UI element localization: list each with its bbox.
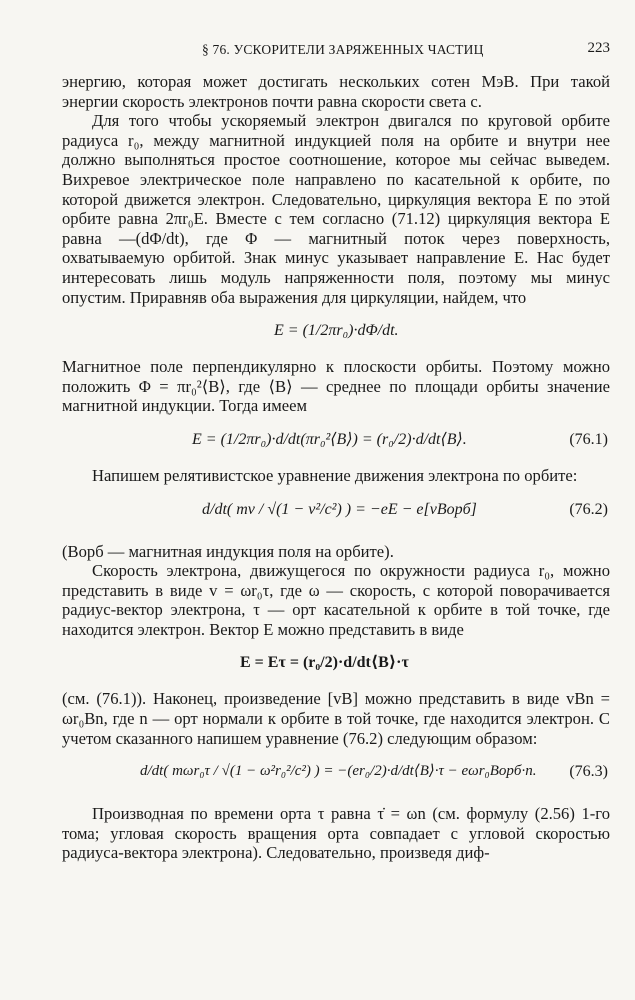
formula-e-flux-expr: E = (1/2πr₀)·dΦ/dt. <box>274 322 399 340</box>
paragraph-8: Производная по времени орта τ равна τ̇ = ωn (см. формулу (2.56) 1-го тома; угловая скорость вращения орта совпадает с угловой скоростью радиуса-вектора электрона). Следовательно, произведя диф- <box>62 804 610 863</box>
paragraph-2: Для того чтобы ускоряемый электрон двигался по круговой орбите радиуса r₀, между магнитной индукцией поля на орбите и внутри нее должно выполняться простое соотношение, которое мы сейчас выведем. Вихревое электрическое поле направлено по касательной к орбите, по которой движется электрон. Следовательно, циркуляция вектора E по этой орбите равна 2πr₀E. Вместе с тем согласно (71.12) циркуляция вектора E равна —(dΦ/dt), где Φ — магнитный поток через поверхность, охватываемую орбитой. Знак минус указывает направление E. Нас будет интересовать лишь модуль напряженности поля, поэтому мы минус опустим. Приравняв оба выражения для циркуляции, найдем, что <box>62 111 610 307</box>
formula-76-1 <box>62 418 610 464</box>
paragraph-3: Магнитное поле перпендикулярно к плоскости орбиты. Поэтому можно положить Φ = πr₀²⟨B⟩, где ⟨B⟩ — среднее по площади орбиты значение магнитной индукции. Тогда имеем <box>62 357 610 416</box>
formula-e-flux <box>62 309 610 355</box>
formula-76-1-expr: E = (1/2πr₀)·d/dt(πr₀²⟨B⟩) = (r₀/2)·d/dt⟨B⟩. <box>192 430 467 448</box>
formula-76-2 <box>62 488 610 540</box>
page-number: 223 <box>587 40 610 56</box>
formula-e-tau-expr: E = Eτ = (r₀/2)·d/dt⟨B⟩·τ <box>240 654 409 672</box>
running-title: § 76. УСКОРИТЕЛИ ЗАРЯЖЕННЫХ ЧАСТИЦ <box>202 42 484 57</box>
equation-number-76-1: (76.1) <box>569 430 608 448</box>
paragraph-5: (Bорб — магнитная индукция поля на орбите). <box>62 541 394 561</box>
paragraph-1: энергию, которая может достигать нескольких сотен МэВ. При такой энергии скорость электронов почти равна скорости света c. <box>62 72 610 111</box>
paragraph-7: (см. (76.1)). Наконец, произведение [vB] можно представить в виде vBn = ωr₀Bn, где n — орт нормали к орбите в той точке, где находится электрон. С учетом сказанного напишем уравнение (76.2) следующим образом: <box>62 689 610 748</box>
page-body <box>62 72 610 863</box>
page-header <box>62 40 610 62</box>
paragraph-6: Скорость электрона, движущегося по окружности радиуса r₀, можно представить в виде v = ωr₀τ, где ω — скорость, с которой поворачивается радиус-вектор электрона, τ — орт касательной к орбите в той точке, где находится электрон. Вектор E можно представить в виде <box>62 561 610 639</box>
formula-e-tau <box>62 641 610 687</box>
paragraph-4: Напишем релятивистское уравнение движения электрона по орбите: <box>92 465 578 485</box>
formula-76-3-expr: d/dt( mωr₀τ / √(1 − ω²r₀²/c²) ) = −(er₀/2)·d/dt⟨B⟩·τ − eωr₀Bорб·n. <box>140 763 537 780</box>
equation-number-76-2: (76.2) <box>569 500 608 518</box>
formula-76-3 <box>62 750 610 802</box>
equation-number-76-3: (76.3) <box>569 763 608 781</box>
formula-76-2-expr: d/dt( mv / √(1 − v²/c²) ) = −eE − e[vBорб] <box>202 500 477 518</box>
